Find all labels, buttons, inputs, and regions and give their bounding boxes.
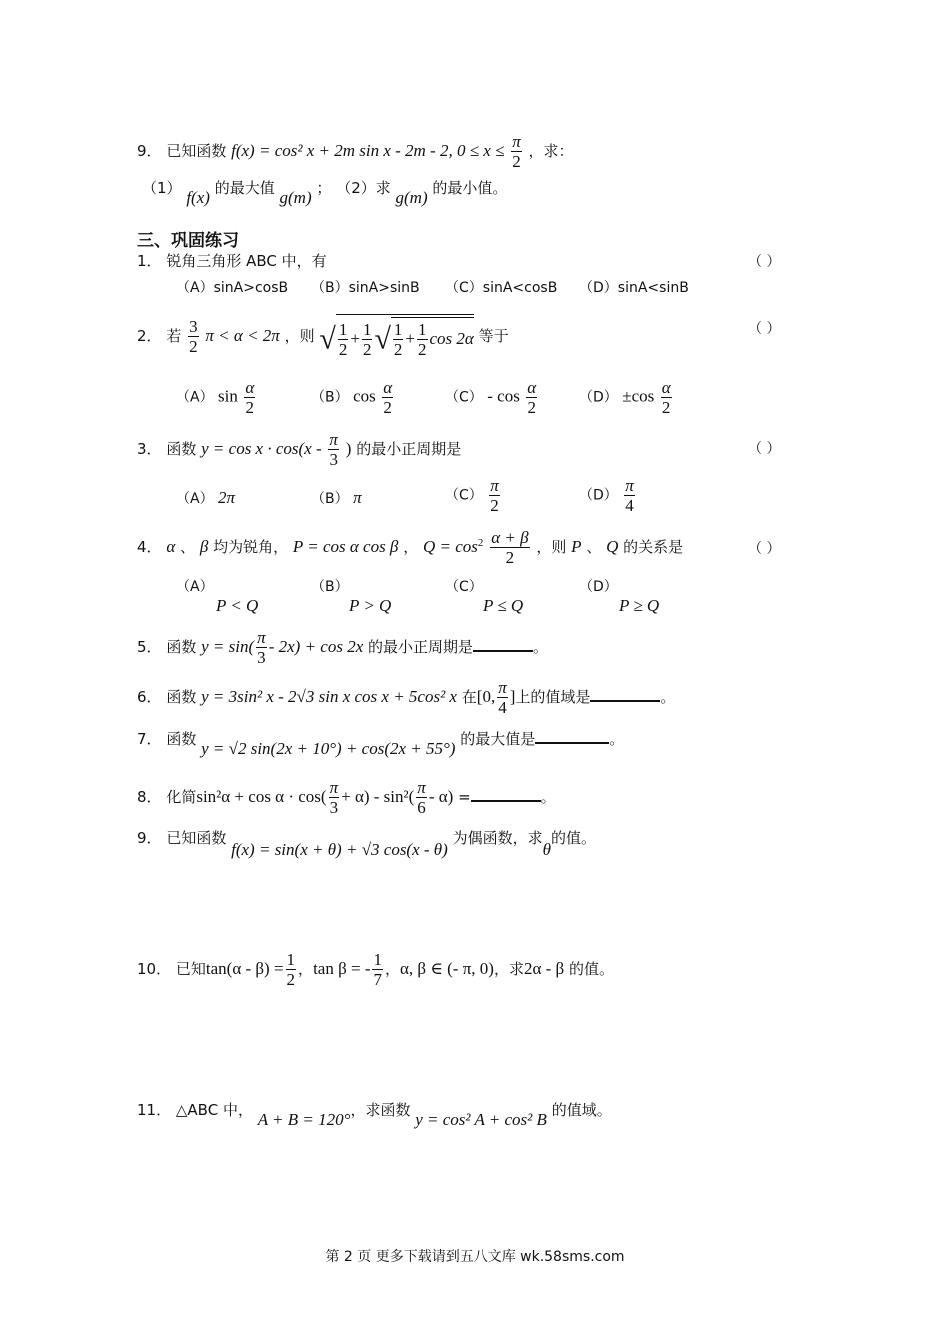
q11-expression-2: y = cos² A + cos² B: [415, 1110, 547, 1129]
q3-option-a: [176, 488, 235, 508]
q3-option-b: [311, 488, 362, 508]
q1-option-a: （A）sinA>cosB: [176, 280, 289, 296]
option-value: P > Q: [349, 596, 392, 615]
superscript: 2: [477, 537, 484, 549]
frac-numerator: 1: [286, 950, 296, 969]
close-paren: ): [345, 439, 352, 458]
q10-suffix: 的值。: [568, 960, 614, 978]
frac-denominator: 3: [329, 798, 339, 817]
q1-option-d: （D）sinA<sinB: [579, 280, 689, 296]
q2-separator: ，则: [284, 327, 315, 345]
frac-numerator: 1: [362, 320, 372, 339]
q9b-number: 9．: [137, 829, 162, 847]
frac-numerator: 1: [418, 320, 427, 339]
frac-numerator: π: [329, 430, 338, 449]
interval-close: ]: [509, 687, 516, 706]
frac-denominator: 2: [418, 340, 427, 359]
frac-denominator: 2: [512, 152, 521, 171]
q-symbol: Q: [606, 537, 619, 556]
q10-expression-2: tan β = -: [313, 959, 371, 978]
q2-option-b: [311, 378, 395, 417]
half-frac: [393, 320, 404, 359]
part-2-label: （2）求: [336, 179, 391, 197]
q2-option-a: [176, 378, 257, 417]
q5-suffix: 的最小正周期是: [368, 638, 474, 656]
question-11: [137, 1100, 612, 1129]
q2-suffix: 等于: [478, 327, 509, 345]
frac-numerator: π: [490, 476, 499, 495]
alpha-symbol: α: [166, 537, 176, 556]
q2-option-d: [579, 378, 674, 417]
part-2-expr: g(m): [395, 188, 428, 207]
page-footer: 第 2 页 更多下载请到五八文库 wk.58sms.com: [325, 1249, 625, 1265]
q11-expression-1: A + B = 120°: [257, 1110, 351, 1129]
frac-denominator: 2: [189, 337, 198, 356]
question-9b: [137, 828, 596, 859]
q5-expression-2: - 2x) + cos 2x: [268, 637, 364, 656]
q9b-text: 为偶函数，求: [452, 829, 543, 847]
option-label: （C）: [445, 487, 483, 504]
q9a-fraction: [511, 132, 522, 171]
q10-number: 10．: [137, 960, 172, 978]
theta-symbol: θ: [542, 840, 551, 859]
q6-number: 6．: [137, 688, 162, 706]
answer-blank[interactable]: [535, 728, 609, 744]
q9b-prefix: 已知函数: [166, 829, 227, 847]
q6-expression: y = 3sin² x - 2√3 sin x cos x + 5cos² x: [201, 687, 457, 706]
option-fn: ±cos: [622, 386, 655, 406]
frac-numerator: 3: [189, 317, 198, 336]
q-definition: Q = cos: [422, 537, 478, 556]
option-value: P < Q: [216, 596, 259, 615]
q3-answer-paren: （ ）: [748, 441, 781, 457]
q4-option-a: [176, 576, 258, 616]
inner-sqrt-sign: √: [374, 322, 391, 356]
option-fn: - cos: [487, 386, 520, 406]
q10-mid: ，求: [493, 960, 524, 978]
q8-prefix: 化简: [166, 788, 197, 806]
q1-text: 锐角三角形 ABC 中，有: [166, 252, 327, 270]
question-2: [137, 314, 509, 359]
option-label: （C）: [445, 579, 483, 595]
q10-expression-3: α, β ∈ (- π, 0): [400, 959, 494, 978]
frac-denominator: 2: [505, 548, 515, 567]
q11-text-2: ，求函数: [350, 1101, 411, 1119]
option-label: （D）: [579, 579, 618, 595]
question-1: [137, 251, 327, 271]
q11-text-1: △ABC 中，: [175, 1101, 253, 1119]
half-frac: [362, 320, 373, 359]
q9a-prefix: 已知函数: [166, 142, 227, 160]
q2-answer-paren: （ ）: [748, 321, 781, 337]
frac-numerator: π: [329, 778, 339, 797]
p-definition: P = cos α cos β: [292, 537, 399, 556]
q10-prefix: 已知: [175, 960, 206, 978]
q4-number: 4．: [137, 538, 162, 556]
part-1-expr: f(x): [186, 188, 210, 207]
option-label: （A）: [176, 389, 214, 406]
q9b-suffix: 的值。: [550, 829, 596, 847]
question-3: [137, 430, 461, 469]
frac-denominator: 2: [393, 340, 403, 359]
q2-outer-sqrt: [319, 314, 473, 359]
q3-prefix: 函数: [166, 440, 197, 458]
frac-denominator: 3: [257, 648, 266, 667]
q3-number: 3．: [137, 440, 162, 458]
question-4: [137, 528, 683, 567]
q6-prefix: 函数: [166, 688, 197, 706]
frac-numerator: α: [527, 378, 537, 397]
option-label: （A）: [176, 579, 214, 595]
question-7: [137, 728, 625, 758]
q6-suffix: 上的值域是: [515, 688, 591, 706]
q1-option-c: （C）sinA<cosB: [445, 280, 558, 296]
answer-blank[interactable]: [473, 636, 533, 652]
q4-option-d: [579, 576, 659, 616]
frac-denominator: 2: [286, 970, 296, 989]
cos-term: cos 2α: [429, 329, 474, 348]
frac-numerator: α: [383, 378, 393, 397]
frac-numerator: α: [661, 378, 671, 397]
option-label: （C）: [445, 389, 483, 406]
frac-denominator: 4: [498, 698, 507, 717]
answer-blank[interactable]: [471, 786, 541, 802]
plus-sign: +: [350, 329, 360, 348]
frac-numerator: α + β: [491, 528, 529, 547]
option-label: （A）: [176, 491, 214, 507]
frac-denominator: 7: [373, 970, 382, 989]
sqrt-sign: √: [319, 322, 336, 356]
frac-denominator: 2: [490, 496, 499, 515]
frac-numerator: 1: [373, 950, 382, 969]
question-6: [137, 678, 675, 717]
question-9a-parts: [142, 178, 508, 207]
frac-denominator: 2: [362, 340, 372, 359]
frac-numerator: α: [245, 378, 255, 397]
part-1-expr2: g(m): [279, 188, 312, 207]
frac-numerator: 1: [338, 320, 348, 339]
q4-text-1: 均为锐角，: [213, 538, 289, 556]
frac-denominator: 2: [527, 398, 536, 417]
q8-expression-3: - α): [428, 787, 454, 806]
q4-answer-paren: （ ）: [748, 541, 781, 557]
q6-mid: 在: [461, 688, 477, 706]
frac-numerator: π: [498, 678, 507, 697]
q2-frac: [188, 317, 199, 356]
frac-denominator: 6: [417, 798, 426, 817]
option-value: P ≤ Q: [483, 596, 524, 615]
interval-open: [0,: [476, 687, 496, 706]
question-5: [137, 628, 548, 667]
frac-denominator: 2: [661, 398, 671, 417]
inner-radicand: [391, 317, 474, 359]
option-value: P ≥ Q: [619, 596, 660, 615]
frac-numerator: π: [417, 778, 426, 797]
q8-expression-1: sin²α + cos α · cos(: [196, 787, 327, 806]
frac-denominator: 3: [329, 450, 338, 469]
q2-condition: π < α < 2π: [205, 326, 280, 345]
q11-number: 11．: [137, 1101, 172, 1119]
part-separator: ；: [316, 179, 332, 197]
q2-number: 2．: [137, 327, 162, 345]
answer-blank[interactable]: [590, 686, 660, 702]
period: 。: [609, 730, 625, 748]
q5-number: 5．: [137, 638, 162, 656]
q1-answer-paren: （ ）: [748, 254, 781, 270]
q5-prefix: 函数: [166, 638, 197, 656]
period: 。: [540, 788, 556, 806]
q4-option-b: [311, 576, 391, 616]
separator: ，: [298, 960, 314, 978]
question-10: [137, 950, 614, 989]
half-frac: [417, 320, 428, 359]
q1-number: 1．: [137, 252, 162, 270]
plus-sign: +: [405, 329, 416, 348]
half-frac: [338, 320, 349, 359]
q9a-expression: f(x) = cos² x + 2m sin x - 2m - 2, 0 ≤ x ≤: [231, 141, 505, 160]
q5-expression-1: y = sin(: [201, 637, 255, 656]
p-symbol: P: [571, 537, 582, 556]
q7-prefix: 函数: [166, 730, 197, 748]
q4-text-3: 的关系是: [623, 538, 684, 556]
q10-expression-4: 2α - β: [523, 959, 565, 978]
option-label: （B）: [311, 491, 349, 507]
separator: ，: [403, 538, 419, 556]
question-9a: [137, 132, 574, 171]
q4-option-c: [445, 576, 523, 616]
frac-numerator: π: [257, 628, 266, 647]
question-8: [137, 778, 556, 817]
period: 。: [533, 638, 549, 656]
frac-denominator: 2: [245, 398, 255, 417]
equals-sign: =: [458, 788, 471, 806]
q3-option-d: [579, 476, 637, 515]
option-label: （D）: [579, 487, 618, 504]
q10-expression-1: tan(α - β) =: [205, 959, 284, 978]
part-2-text: 的最小值。: [432, 179, 508, 197]
q1-option-b: （B）sinA>sinB: [311, 280, 420, 296]
frac-denominator: 4: [625, 496, 634, 515]
option-value: 2π: [218, 488, 236, 507]
q7-suffix: 的最大值是: [460, 730, 536, 748]
frac-denominator: 2: [383, 398, 392, 417]
frac-numerator: 1: [393, 320, 403, 339]
frac-denominator: 2: [338, 340, 348, 359]
q2-option-c: [445, 378, 539, 417]
q9a-number: 9．: [137, 142, 162, 160]
beta-symbol: β: [199, 537, 209, 556]
section-title: 三、巩固练习: [137, 231, 239, 251]
option-fn: sin: [218, 386, 238, 406]
option-label: （B）: [311, 389, 349, 406]
q11-suffix: 的值域。: [551, 1101, 612, 1119]
q3-expression: y = cos x · cos(x -: [201, 439, 322, 458]
frac-numerator: π: [512, 132, 521, 151]
option-label: （D）: [579, 389, 618, 406]
option-fn: cos: [353, 386, 376, 406]
separator: 、: [180, 538, 196, 556]
part-1-text: 的最大值: [214, 179, 275, 197]
q9b-expression: f(x) = sin(x + θ) + √3 cos(x - θ): [231, 840, 448, 859]
option-label: （B）: [311, 579, 349, 595]
q8-number: 8．: [137, 788, 162, 806]
frac-numerator: π: [625, 476, 634, 495]
q7-number: 7．: [137, 730, 162, 748]
option-value: π: [353, 488, 362, 507]
q2-prefix: 若: [166, 327, 182, 345]
q3-suffix: 的最小正周期是: [356, 440, 462, 458]
separator: 、: [586, 538, 602, 556]
q9a-suffix: ，求：: [528, 142, 574, 160]
q7-expression: y = √2 sin(2x + 10°) + cos(2x + 55°): [201, 739, 456, 758]
q4-text-2: ，则: [536, 538, 567, 556]
separator: ，: [384, 960, 400, 978]
period: 。: [660, 688, 676, 706]
q8-expression-2: + α) - sin²(: [341, 787, 415, 806]
q3-option-c: [445, 476, 502, 515]
outer-radicand: [336, 314, 474, 359]
part-1-label: （1）: [142, 179, 182, 197]
